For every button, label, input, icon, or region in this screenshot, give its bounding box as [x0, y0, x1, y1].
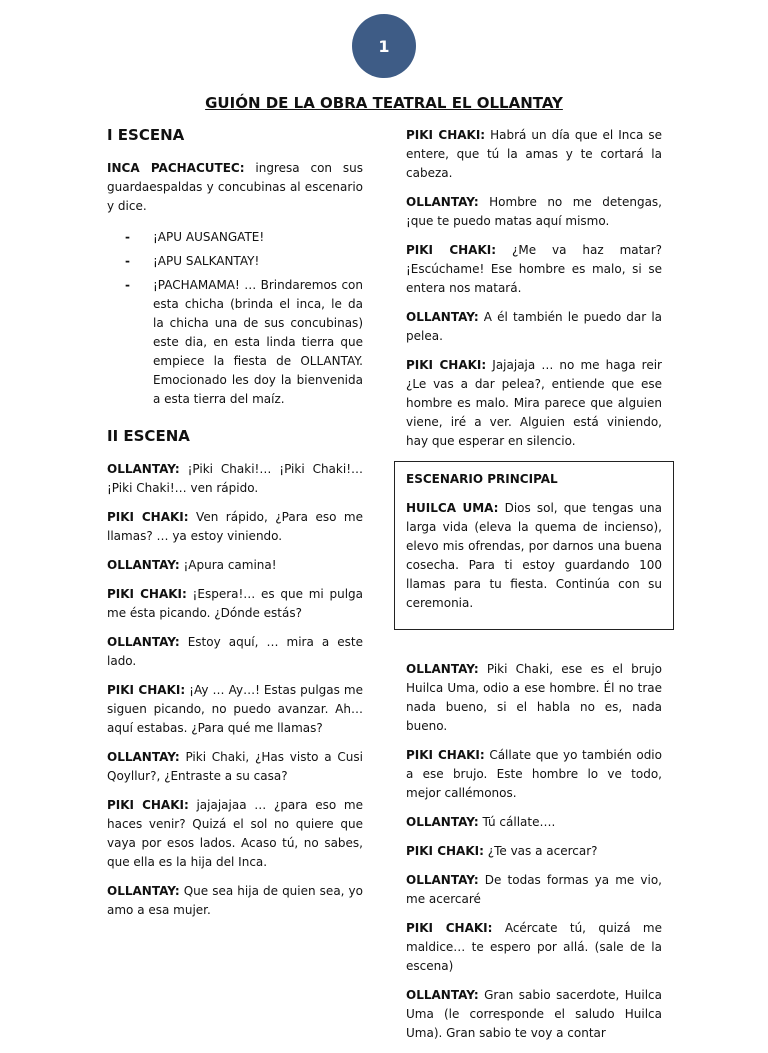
dialogue-line: [406, 919, 662, 976]
speaker-name: HUILCA UMA:: [406, 501, 499, 515]
speaker-name: OLLANTAY:: [406, 310, 479, 324]
speaker-name: OLLANTAY:: [107, 750, 180, 764]
dialogue-text: Piki Chaki, ese es el brujo Huilca Uma, odio a ese hombre. Él no trae nada bueno, si el habla no es, nada bueno.: [406, 662, 662, 733]
dialogue-text: ¿Te vas a acercar?: [483, 844, 598, 858]
dialogue-text: Dios sol, que tengas una larga vida (eleva la quema de incienso), elevo mis ofrendas, por darnos una buena cosecha. Para ti estoy guardando 100 llamas para tu fiesta. Continúa con su ceremonia.: [406, 501, 662, 610]
speaker-name: OLLANTAY:: [406, 815, 479, 829]
dialogue-text: Tú cállate….: [478, 815, 556, 829]
dialogue-line: [107, 633, 363, 671]
dash-bullet: -: [125, 230, 130, 244]
speaker-name: PIKI CHAKI:: [107, 798, 189, 812]
dialogue-line: [406, 126, 662, 183]
dialogue-line: [406, 499, 662, 613]
chant-item: [107, 228, 363, 247]
speaker-name: PIKI CHAKI:: [406, 921, 493, 935]
dialogue-text: ¡Apura camina!: [179, 558, 277, 572]
speaker-name: PIKI CHAKI:: [406, 844, 484, 858]
page-number-badge: [352, 14, 416, 78]
speaker-name: OLLANTAY:: [107, 635, 180, 649]
dash-bullet: -: [125, 254, 130, 268]
dialogue-text: ¿Me va haz matar? ¡Escúchame! Ese hombre es malo, si se entera nos matará.: [406, 243, 662, 295]
speaker-name: OLLANTAY:: [406, 988, 479, 1002]
dialogue-text: Estoy aquí, … mira a este lado.: [107, 635, 363, 668]
dialogue-line: [107, 556, 363, 575]
chant-item: [107, 276, 363, 409]
dialogue-text: Que sea hija de quien sea, yo amo a esa mujer.: [107, 884, 363, 917]
speaker-name: PIKI CHAKI:: [107, 510, 189, 524]
box-heading: ESCENARIO PRINCIPAL: [406, 472, 558, 486]
chant-list: [107, 228, 363, 409]
dialogue-text: Piki Chaki, ¿Has visto a Cusi Qoyllur?, ¿Entraste a su casa?: [107, 750, 363, 783]
speaker-name: OLLANTAY:: [107, 558, 180, 572]
dialogue-line: [406, 660, 662, 736]
speaker-name: OLLANTAY:: [406, 195, 479, 209]
dialogue-line: [406, 986, 662, 1043]
dialogue-text: Gran sabio sacerdote, Huilca Uma (le corresponde el saludo Huilca Uma). Gran sabio te voy a contar: [406, 988, 662, 1040]
dialogue-text: Acércate tú, quizá me maldice… te espero por allá. (sale de la escena): [406, 921, 662, 973]
chant-item: [107, 252, 363, 271]
chant-text: ¡APU SALKANTAY!: [153, 254, 260, 268]
dialogue-text: Cállate que yo también odio a ese brujo. Este hombre lo ve todo, mejor callémonos.: [406, 748, 662, 800]
dialogue-line: [406, 241, 662, 298]
dialogue-text: Habrá un día que el Inca se entere, que tú la amas y te cortará la cabeza.: [406, 128, 662, 180]
dialogue-block-top: [406, 126, 662, 451]
dialogue-line: [107, 796, 363, 872]
speaker-name: INCA PACHACUTEC:: [107, 161, 245, 175]
speaker-name: PIKI CHAKI:: [406, 358, 487, 372]
dialogue-line: [406, 356, 662, 451]
speaker-name: OLLANTAY:: [406, 662, 479, 676]
page-number: 1: [378, 36, 390, 56]
speaker-name: PIKI CHAKI:: [406, 748, 485, 762]
dialogue-line: [406, 871, 662, 909]
speaker-name: OLLANTAY:: [406, 873, 479, 887]
chant-text: ¡PACHAMAMA! … Brindaremos con esta chicha (brinda el inca, le da la chicha una de sus concubinas) este dia, en esta linda tierra que empiece la fiesta de OLLANTAY. Emocionado les doy la bienvenida a esta tierra del maíz.: [153, 278, 363, 406]
speaker-name: PIKI CHAKI:: [406, 243, 497, 257]
dialogue-line: [406, 842, 662, 861]
dialogue-line: [107, 460, 363, 498]
dialogue-line: [107, 882, 363, 920]
dash-bullet: -: [125, 278, 130, 292]
dialogue-line: [107, 748, 363, 786]
dialogue-line: [406, 746, 662, 803]
left-column: [107, 126, 363, 930]
dialogue-line: [406, 813, 662, 832]
scene-1-heading: I ESCENA: [107, 126, 185, 144]
dialogue-line: [107, 681, 363, 738]
dialogue-text: ¡Ay … Ay…! Estas pulgas me siguen picando, no puedo avanzar. Ah… aquí estabas. ¿Para qué me llamas?: [107, 683, 364, 735]
dialogue-line: [406, 193, 662, 231]
escenario-principal-box: [394, 461, 674, 630]
dialogue-text: Hombre no me detengas, ¡que te puedo matas aquí mismo.: [406, 195, 662, 228]
dialogue-block-bottom: [406, 660, 662, 1043]
right-column: [406, 126, 662, 1053]
dialogue-text: jajajajaa … ¿para eso me haces venir? Quizá el sol no quiere que vaya por esos lados. Acaso tú, no sabes, que ella es la hija del Inca.: [107, 798, 363, 869]
speaker-name: PIKI CHAKI:: [107, 683, 186, 697]
speaker-name: PIKI CHAKI:: [406, 128, 486, 142]
dialogue-text: Ven rápido, ¿Para eso me llamas? … ya estoy viniendo.: [107, 510, 364, 543]
scene-1-intro: [107, 159, 363, 216]
dialogue-text: Jajajaja … no me haga reir ¿Le vas a dar pelea?, entiende que ese hombre es malo. Mira parece que alguien viene, iré a ver. Alguien está viniendo, hay que esperar en silencio.: [406, 358, 662, 448]
speaker-name: PIKI CHAKI:: [107, 587, 187, 601]
dialogue-text: De todas formas ya me vio, me acercaré: [406, 873, 662, 906]
scene-2-heading: II ESCENA: [107, 427, 190, 445]
document-title: GUIÓN DE LA OBRA TEATRAL EL OLLANTAY: [205, 94, 563, 112]
dialogue-text: ¡Piki Chaki!… ¡Piki Chaki!… ¡Piki Chaki!… ven rápido.: [107, 462, 363, 495]
chant-text: ¡APU AUSANGATE!: [153, 230, 265, 244]
speaker-name: OLLANTAY:: [107, 462, 180, 476]
dialogue-line: [107, 585, 363, 623]
dialogue-text: A él también le puedo dar la pelea.: [406, 310, 662, 343]
dialogue-line: [107, 508, 363, 546]
dialogue-text: ¡Espera!… es que mi pulga me ésta picando. ¿Dónde estás?: [107, 587, 364, 620]
dialogue-line: [406, 308, 662, 346]
dialogue-text: ingresa con sus guardaespaldas y concubinas al escenario y dice.: [107, 161, 363, 213]
scene-2-dialogue: [107, 460, 363, 920]
speaker-name: OLLANTAY:: [107, 884, 180, 898]
